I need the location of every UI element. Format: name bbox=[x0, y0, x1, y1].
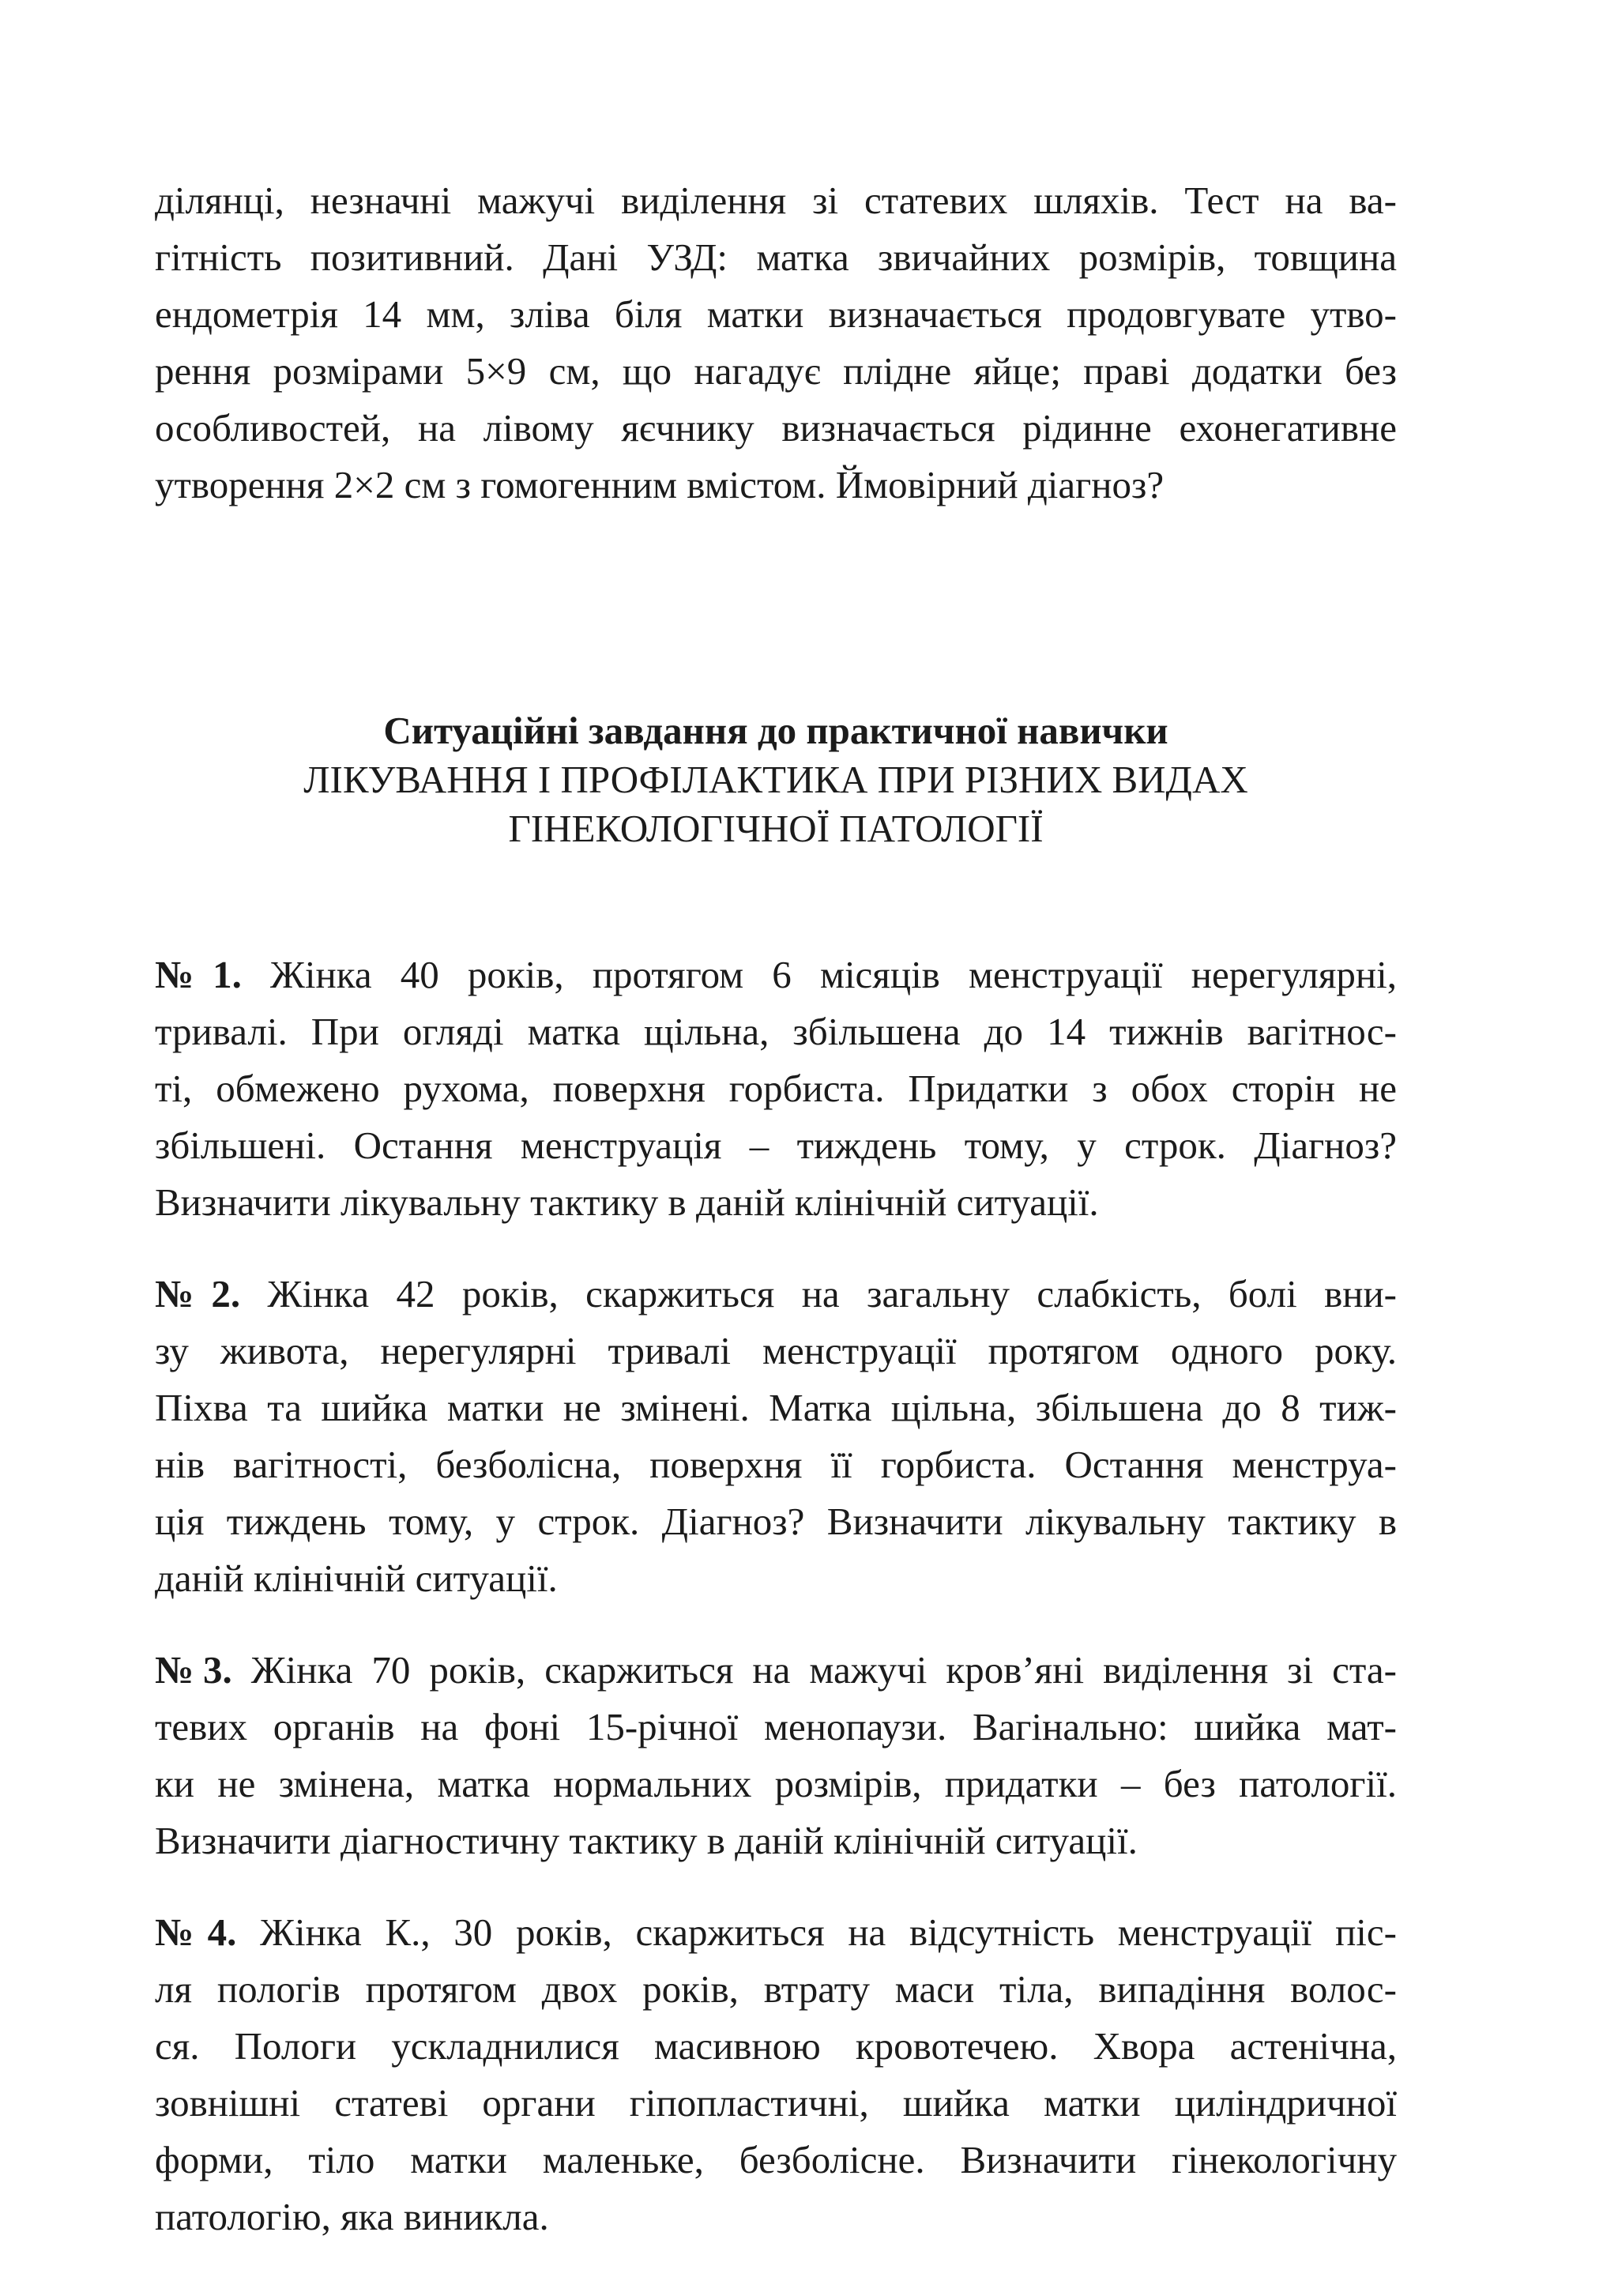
task-line: зу живота, нерегулярні тривалі менструації протягом одного року. bbox=[155, 1329, 1397, 1372]
heading-subtitle-line1: ЛІКУВАННЯ І ПРОФІЛАКТИКА ПРИ РІЗНИХ ВИДАХ bbox=[303, 758, 1248, 801]
heading-title: Ситуаційні завдання до практичної навички bbox=[383, 709, 1168, 752]
section-heading bbox=[155, 706, 1397, 853]
task-number: №1. bbox=[155, 953, 242, 996]
task-1 bbox=[155, 947, 1397, 1231]
task-line: тевих органів на фоні 15-річної менопаузи. Вагінально: шийка мат- bbox=[155, 1705, 1397, 1748]
document-page bbox=[155, 172, 1397, 2245]
intro-line: гітність позитивний. Дані УЗД: матка звичайних розмірів, товщина bbox=[155, 235, 1397, 279]
task-2 bbox=[155, 1266, 1397, 1607]
task-first-line bbox=[155, 1266, 1397, 1323]
task-line: ся. Пологи ускладнилися масивною кровотечею. Хвора астенічна, bbox=[155, 2024, 1397, 2068]
task-first-line bbox=[155, 1904, 1397, 1961]
task-line: зовнішні статеві органи гіпопластичні, шийка матки циліндричної bbox=[155, 2081, 1397, 2125]
intro-line: рення розмірами 5×9 см, що нагадує плідне яйце; праві додатки без bbox=[155, 349, 1397, 393]
task-line: патологію, яка виникла. bbox=[155, 2195, 549, 2238]
task-line: збільшені. Остання менструація – тиждень тому, у строк. Діагноз? bbox=[155, 1124, 1397, 1167]
task-line: форми, тіло матки маленьке, безболісне. Визначити гінекологічну bbox=[155, 2138, 1397, 2181]
task-first-line bbox=[155, 1642, 1397, 1699]
task-text: Жінка 42 років, скаржиться на загальну слабкість, болі вни- bbox=[240, 1272, 1397, 1315]
task-line: ція тиждень тому, у строк. Діагноз? Визначити лікувальну тактику в bbox=[155, 1500, 1397, 1543]
task-line: ля пологів протягом двох років, втрату маси тіла, випадіння волос- bbox=[155, 1967, 1397, 2011]
task-text: Жінка 70 років, скаржиться на мажучі кров’яні виділення зі ста- bbox=[231, 1648, 1397, 1692]
task-line: нів вагітності, безболісна, поверхня її горбиста. Остання менструа- bbox=[155, 1443, 1397, 1486]
intro-line: особливостей, на лівому яєчнику визначається рідинне ехонегативне bbox=[155, 406, 1397, 450]
task-line: Визначити діагностичну тактику в даній клінічній ситуації. bbox=[155, 1819, 1138, 1862]
task-4 bbox=[155, 1904, 1397, 2245]
task-text: Жінка 40 років, протягом 6 місяців менструації нерегулярні, bbox=[241, 953, 1397, 996]
intro-line: утворення 2×2 см з гомогенним вмістом. Ймовірний діагноз? bbox=[155, 463, 1165, 506]
task-number: №4. bbox=[155, 1910, 237, 1954]
task-line: Піхва та шийка матки не змінені. Матка щільна, збільшена до 8 тиж- bbox=[155, 1386, 1397, 1429]
task-line: тривалі. При огляді матка щільна, збільшена до 14 тижнів вагітнос- bbox=[155, 1010, 1397, 1053]
heading-subtitle-line2: ГІНЕКОЛОГІЧНОЇ ПАТОЛОГІЇ bbox=[508, 807, 1044, 850]
task-number: №2. bbox=[155, 1272, 241, 1315]
task-line: ки не змінена, матка нормальних розмірів, придатки – без патології. bbox=[155, 1762, 1397, 1805]
task-first-line bbox=[155, 947, 1397, 1003]
intro-line: ендометрія 14 мм, зліва біля матки визначається продовгувате утво- bbox=[155, 292, 1397, 336]
intro-paragraph bbox=[155, 172, 1397, 514]
task-line: даній клінічній ситуації. bbox=[155, 1556, 558, 1600]
task-text: Жінка К., 30 років, скаржиться на відсутність менструації піс- bbox=[236, 1910, 1397, 1954]
task-line: Визначити лікувальну тактику в даній клінічній ситуації. bbox=[155, 1180, 1099, 1224]
task-3 bbox=[155, 1642, 1397, 1869]
intro-line: ділянці, незначні мажучі виділення зі статевих шляхів. Тест на ва- bbox=[155, 179, 1397, 222]
task-line: ті, обмежено рухома, поверхня горбиста. Придатки з обох сторін не bbox=[155, 1067, 1397, 1110]
task-number: №3. bbox=[155, 1648, 232, 1692]
